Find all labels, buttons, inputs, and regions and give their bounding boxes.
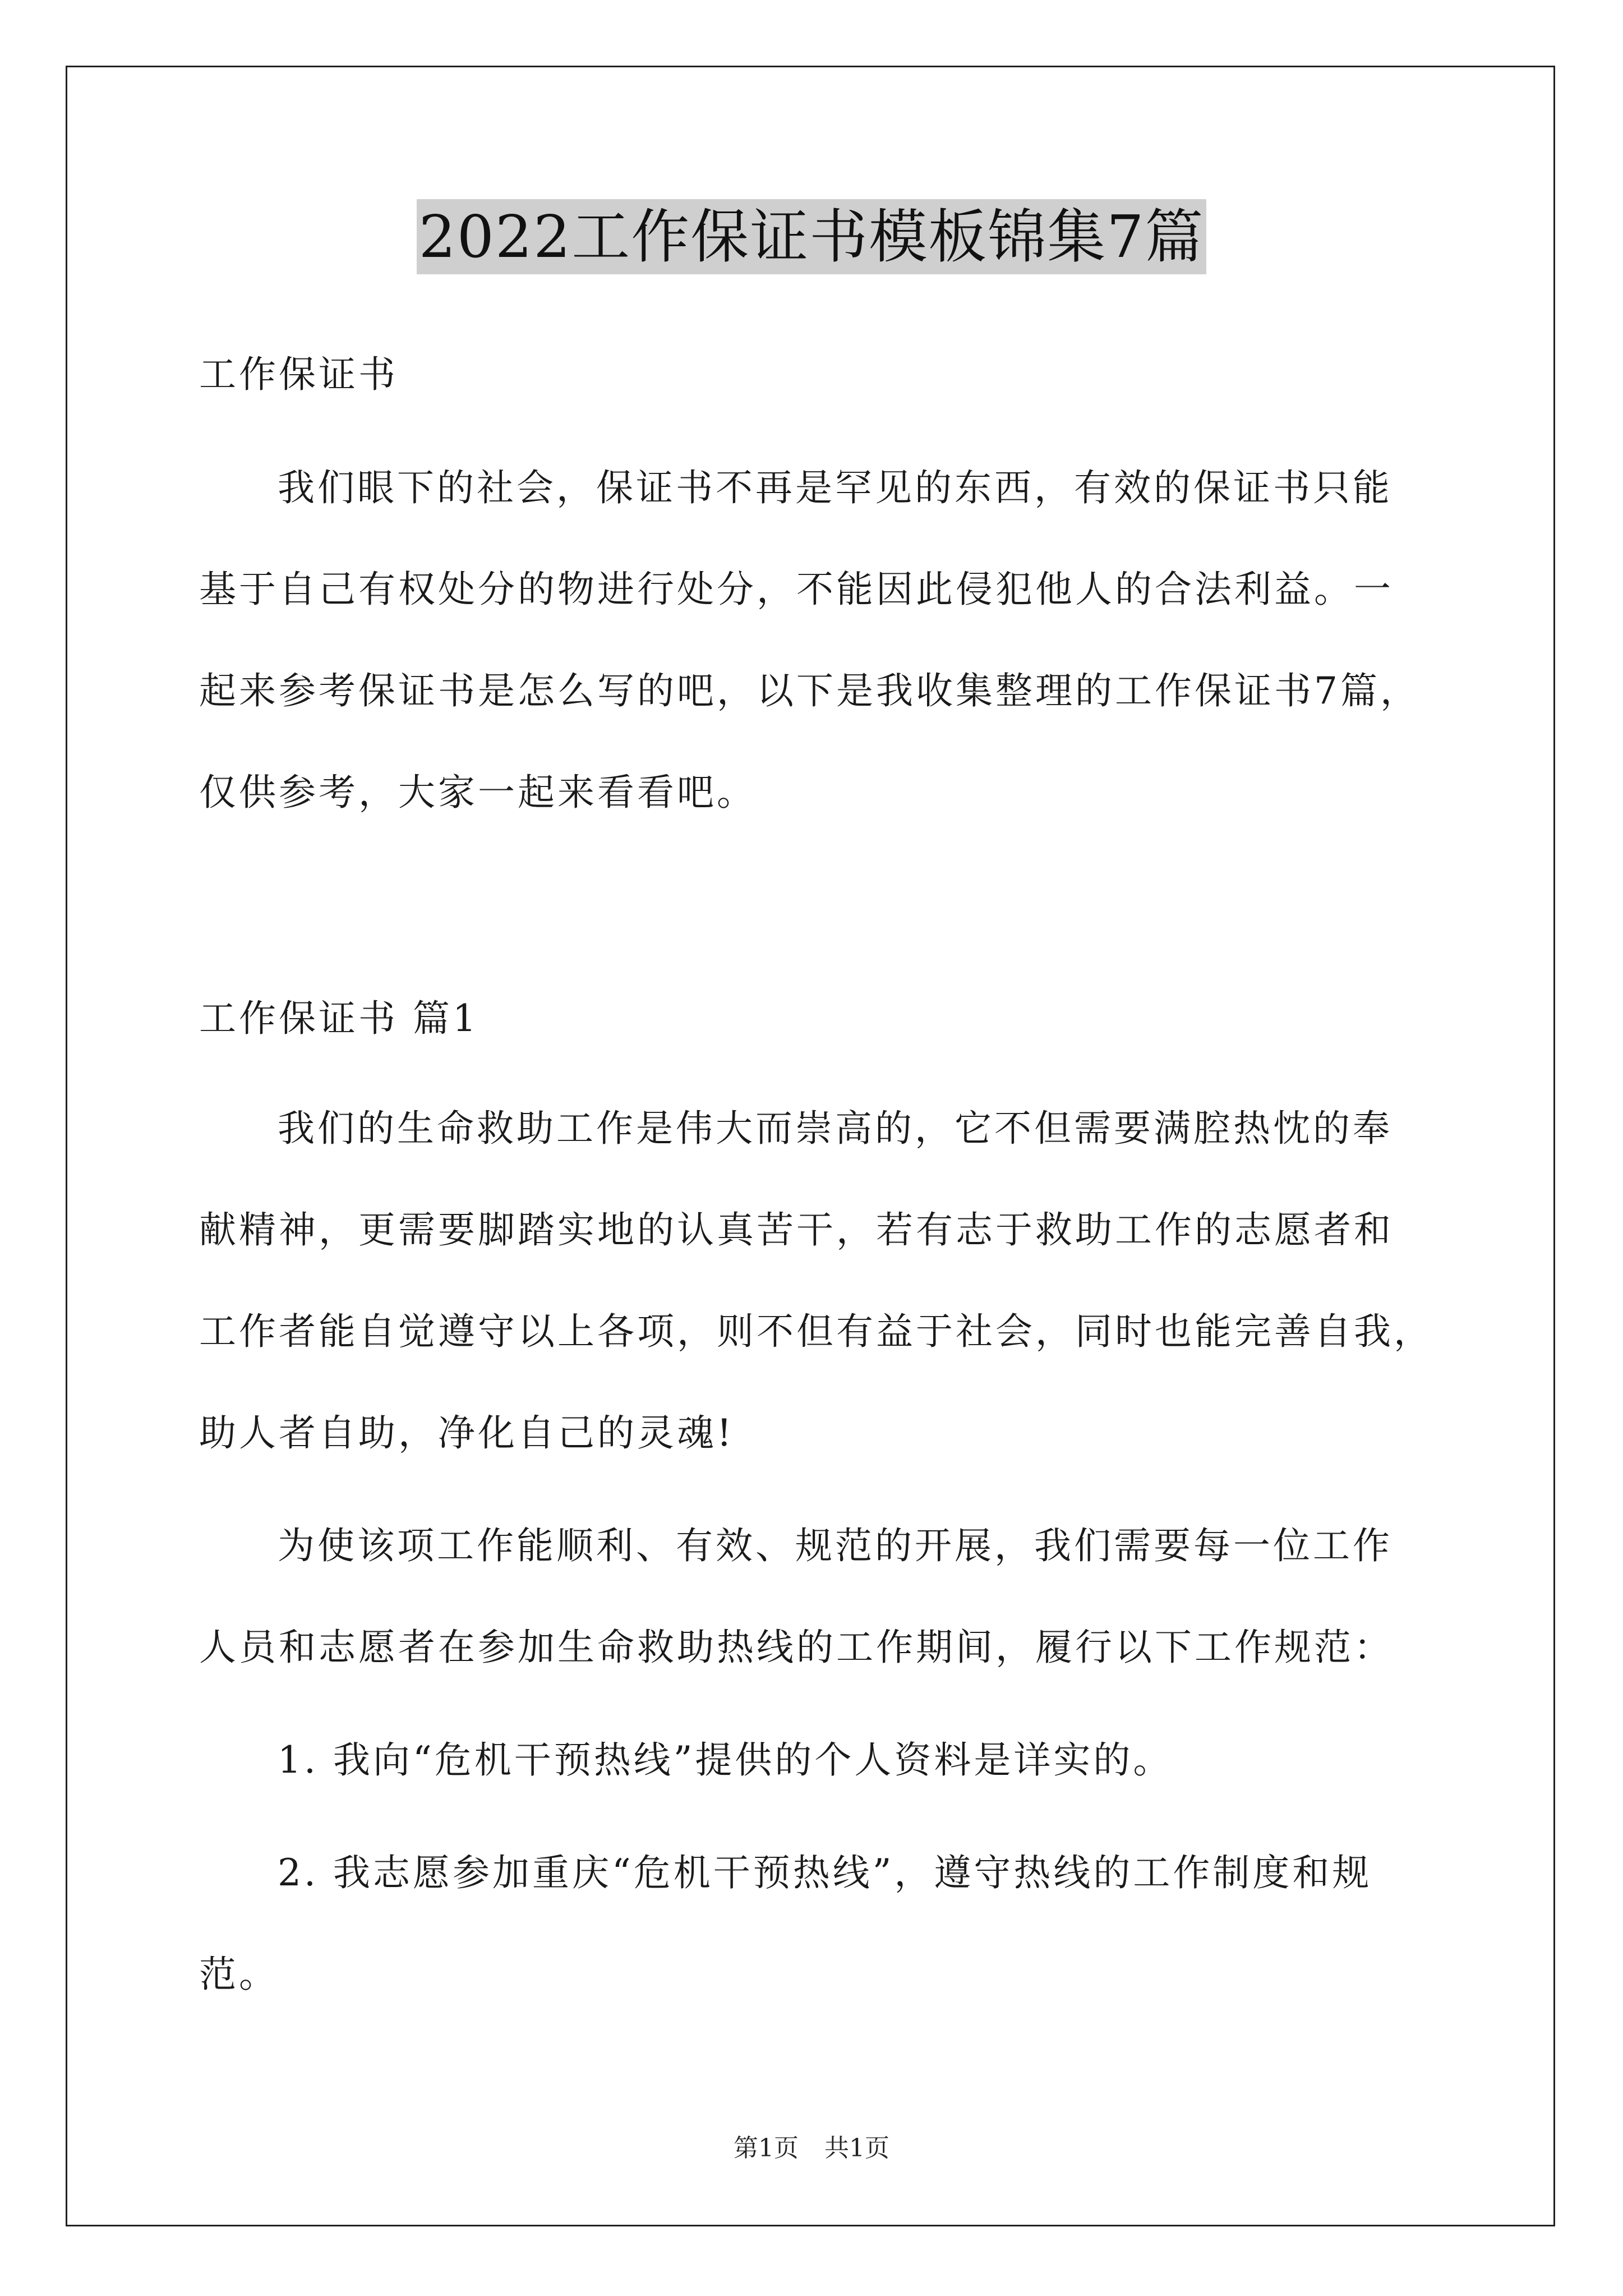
paragraph-line: 工作者能自觉遵守以上各项，则不但有益于社会，同时也能完善自我， (199, 1310, 1433, 1353)
document-title: 2022工作保证书模板锦集7篇 (417, 199, 1207, 274)
title-container (0, 199, 1623, 274)
paragraph-line: 为使该项工作能顺利、有效、规范的开展，我们需要每一位工作 (278, 1524, 1393, 1567)
paragraph-line: 献精神，更需要脚踏实地的认真苦干，若有志于救助工作的志愿者和 (199, 1208, 1394, 1251)
paragraph-line: 起来参考保证书是怎么写的吧，以下是我收集整理的工作保证书7篇， (199, 669, 1420, 712)
paragraph-line: 范。 (199, 1953, 279, 1996)
paragraph-line: 基于自己有权处分的物进行处分，不能因此侵犯他人的合法利益。一 (199, 568, 1394, 611)
list-item: 1. 我向“危机干预热线”提供的个人资料是详实的。 (278, 1738, 1173, 1782)
heading-intro: 工作保证书 (199, 353, 398, 396)
paragraph-line: 助人者自助，净化自己的灵魂! (199, 1411, 735, 1455)
page-footer (0, 2132, 1623, 2165)
page-number: 第1页 (734, 2134, 799, 2162)
paragraph-line: 我们眼下的社会，保证书不再是罕见的东西，有效的保证书只能 (278, 466, 1393, 509)
page-total: 共1页 (824, 2134, 889, 2162)
paragraph-line: 人员和志愿者在参加生命救助热线的工作期间，履行以下工作规范： (199, 1626, 1394, 1669)
list-item: 2. 我志愿参加重庆“危机干预热线”，遵守热线的工作制度和规 (278, 1851, 1372, 1894)
paragraph-line: 我们的生命救助工作是伟大而崇高的，它不但需要满腔热忱的奉 (278, 1107, 1393, 1150)
paragraph-line: 仅供参考，大家一起来看看吧。 (199, 771, 757, 814)
section-heading: 工作保证书 篇1 (199, 997, 479, 1040)
